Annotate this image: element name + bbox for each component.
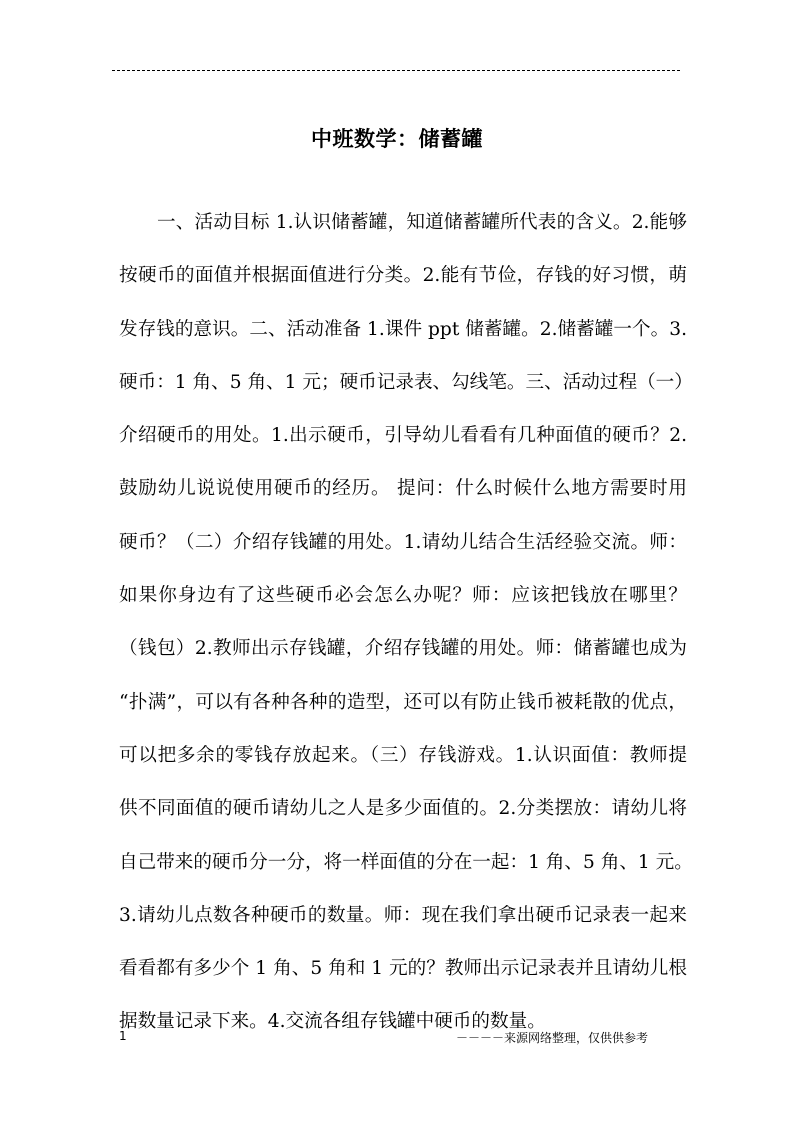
header-dashed-rule: [112, 70, 680, 71]
page-number: 1: [119, 1029, 127, 1043]
body-line: 一、活动目标 1.认识储蓄罐，知道储蓄罐所代表的含义。2.能够: [157, 212, 687, 233]
body-line: 3.请幼儿点数各种硬币的数量。师：现在我们拿出硬币记录表一起来: [119, 904, 687, 926]
body-line: 可以把多余的零钱存放起来。（三）存钱游戏。1.认识面值：教师提: [119, 744, 687, 766]
footer-source-note: －－－－来源网络整理，仅供供参考: [456, 1031, 649, 1045]
document-body: [119, 196, 693, 1049]
body-line: 看看都有多少个 1 角、5 角和 1 元的？教师出示记录表并且请幼儿根: [119, 958, 687, 980]
body-line: 按硬币的面值并根据面值进行分类。2.能有节俭，存钱的好习惯，萌: [119, 265, 687, 287]
body-line: 如果你身边有了这些硬币必会怎么办呢？师：应该把钱放在哪里？: [119, 585, 687, 607]
body-line: “扑满”，可以有各种各种的造型，还可以有防止钱币被耗散的优点，: [119, 691, 687, 713]
body-line: 硬币：1 角、5 角、1 元；硬币记录表、勾线笔。三、活动过程（一）: [119, 371, 693, 393]
body-line: 供不同面值的硬币请幼儿之人是多少面值的。2.分类摆放：请幼儿将: [119, 798, 687, 820]
body-line: （钱包）2.教师出示存钱罐，介绍存钱罐的用处。师：储蓄罐也成为: [119, 638, 687, 660]
body-line: 硬币？（二）介绍存钱罐的用处。1.请幼儿结合生活经验交流。师：: [119, 531, 687, 553]
body-line: 介绍硬币的用处。1.出示硬币，引导幼儿看看有几种面值的硬币？2.: [119, 425, 687, 447]
body-line: 鼓励幼儿说说使用硬币的经历。 提问：什么时候什么地方需要时用: [119, 478, 687, 500]
document-title: 中班数学：储蓄罐: [311, 126, 483, 151]
body-line: 发存钱的意识。二、活动准备 1.课件 ppt 储蓄罐。2.储蓄罐一个。3.: [119, 318, 687, 340]
body-line: 据数量记录下来。4.交流各组存钱罐中硬币的数量。: [119, 1011, 546, 1033]
body-line: 自己带来的硬币分一分，将一样面值的分在一起：1 角、5 角、1 元。: [119, 851, 693, 873]
